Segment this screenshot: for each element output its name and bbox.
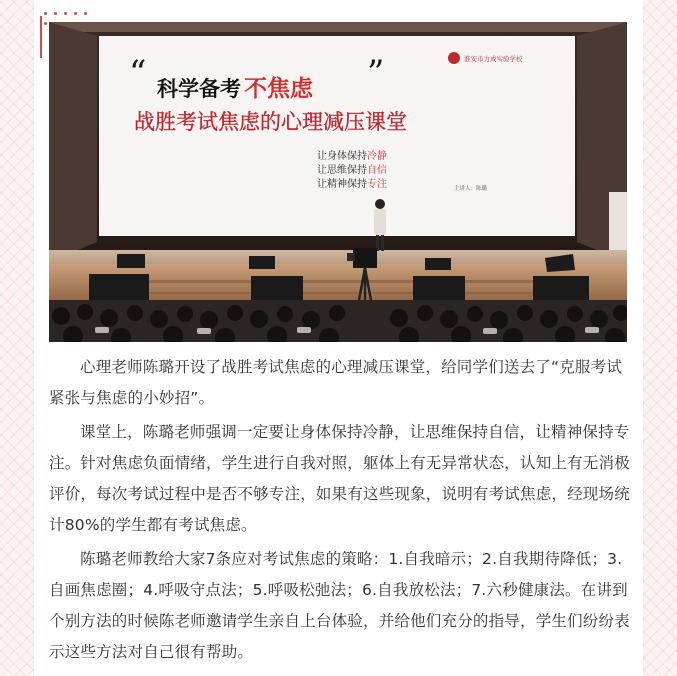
slide-tip-3: 让精神保持专注 [317,179,387,190]
decorative-corner-line [40,16,42,58]
slide-main-title: 科学备考 [157,77,241,101]
slide-subtitle: 战胜考试焦虑的心理减压课堂 [134,110,407,134]
slide-tip-2: 让思维保持自信 [317,165,387,176]
article-paragraph-3: 陈璐老师教给大家7条应对考试焦虑的策略：1.自我暗示；2.自我期待降低；3.自画焦虑圈；4.呼吸守点法；5.呼吸松弛法；6.自我放松法；7.六秒健康法。在讲到个别方法的时候陈老师邀请学生亲自上台体验，并给他们充分的指导，学生们纷纷表示这些方法对自己很有帮助。 [49,550,630,661]
slide-speaker: 主讲人：陈璐 [454,186,488,192]
school-logo-text: 淮安市力成实验学校 [464,55,523,63]
projection-screen [99,36,575,236]
slide-main-title-emphasis: 不焦虑 [244,76,313,102]
lecture-photo [49,22,627,342]
article-body [49,352,631,671]
article-paragraph-2: 课堂上，陈璐老师强调一定要让身体保持冷静，让思维保持自信，让精神保持专注。针对焦虑负面情绪，学生进行自我对照，躯体上有无异常状态，认知上有无消极评价，每次考试过程中是否不够专注，如果有这些现象，说明有考试焦虑，经现场统计80%的学生都有考试焦虑。 [49,423,630,534]
article-paragraph-1: 心理老师陈璐开设了战胜考试焦虑的心理减压课堂，给同学们送去了“克服考试紧张与焦虑的小妙招”。 [49,358,623,407]
quote-open: “ [129,53,147,93]
quote-close: ” [367,53,385,93]
slide-tip-1: 让身体保持冷静 [317,151,387,162]
school-logo-icon [448,52,460,64]
